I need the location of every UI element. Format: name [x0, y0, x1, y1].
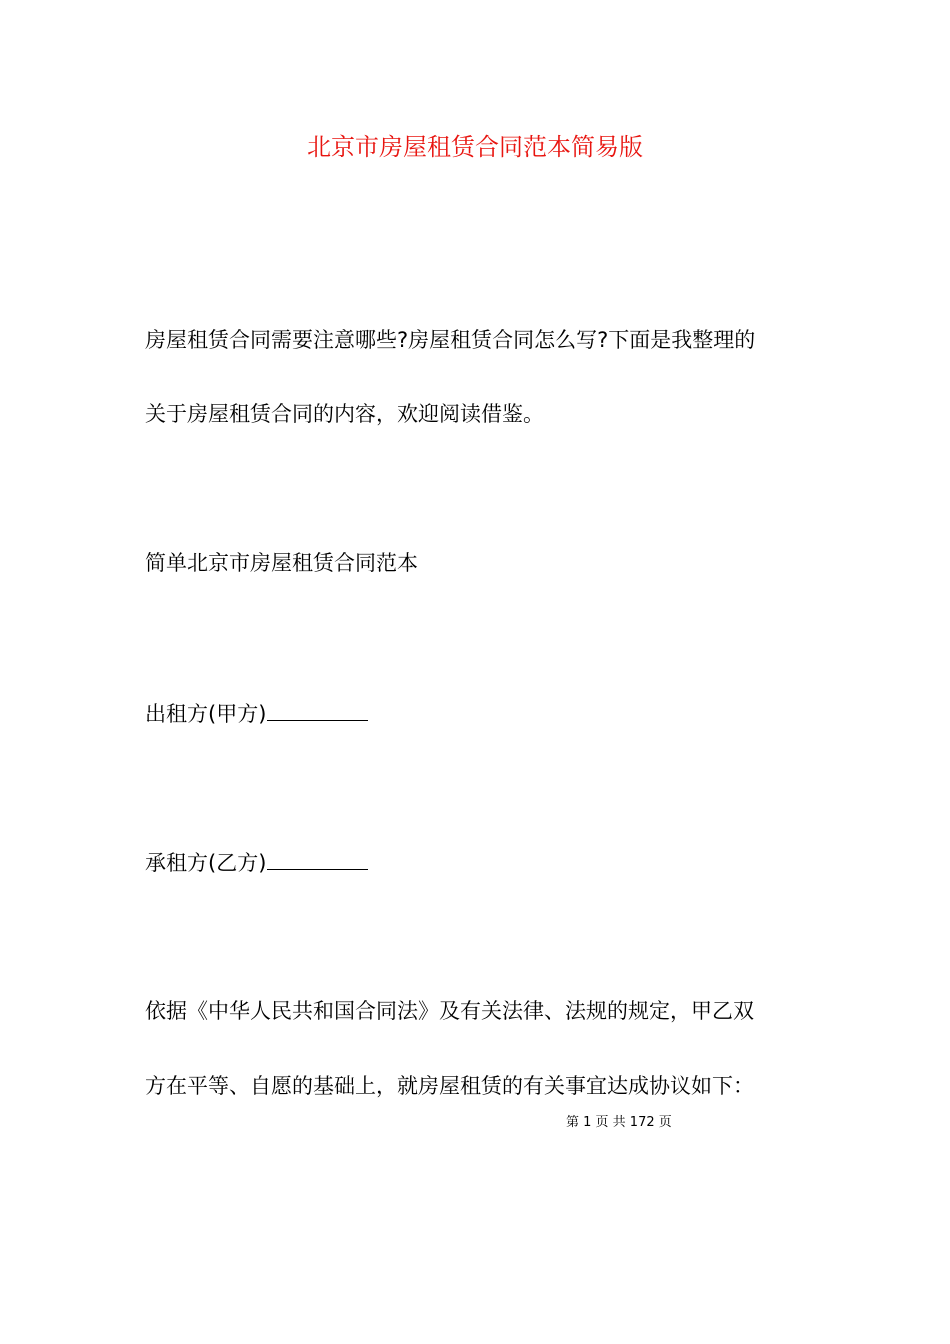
lessee-field: [145, 847, 368, 878]
basis-paragraph-line-1: 依据《中华人民共和国合同法》及有关法律、法规的规定，甲乙双: [145, 999, 754, 1023]
intro-paragraph-line-1: 房屋租赁合同需要注意哪些?房屋租赁合同怎么写?下面是我整理的: [145, 328, 756, 352]
lessor-blank-line: [267, 698, 368, 721]
document-title: 北京市房屋租赁合同范本简易版: [307, 133, 643, 161]
lessor-label: 出租方(甲方): [145, 702, 267, 726]
lessee-blank-line: [267, 847, 368, 870]
lessee-label: 承租方(乙方): [145, 851, 267, 875]
lessor-field: [145, 698, 368, 729]
intro-paragraph-line-2: 关于房屋租赁合同的内容，欢迎阅读借鉴。: [145, 402, 544, 426]
page-indicator: 第 1 页 共 172 页: [566, 1115, 672, 1130]
section-heading: 简单北京市房屋租赁合同范本: [145, 551, 418, 575]
basis-paragraph-line-2: 方在平等、自愿的基础上，就房屋租赁的有关事宜达成协议如下：: [145, 1074, 754, 1098]
